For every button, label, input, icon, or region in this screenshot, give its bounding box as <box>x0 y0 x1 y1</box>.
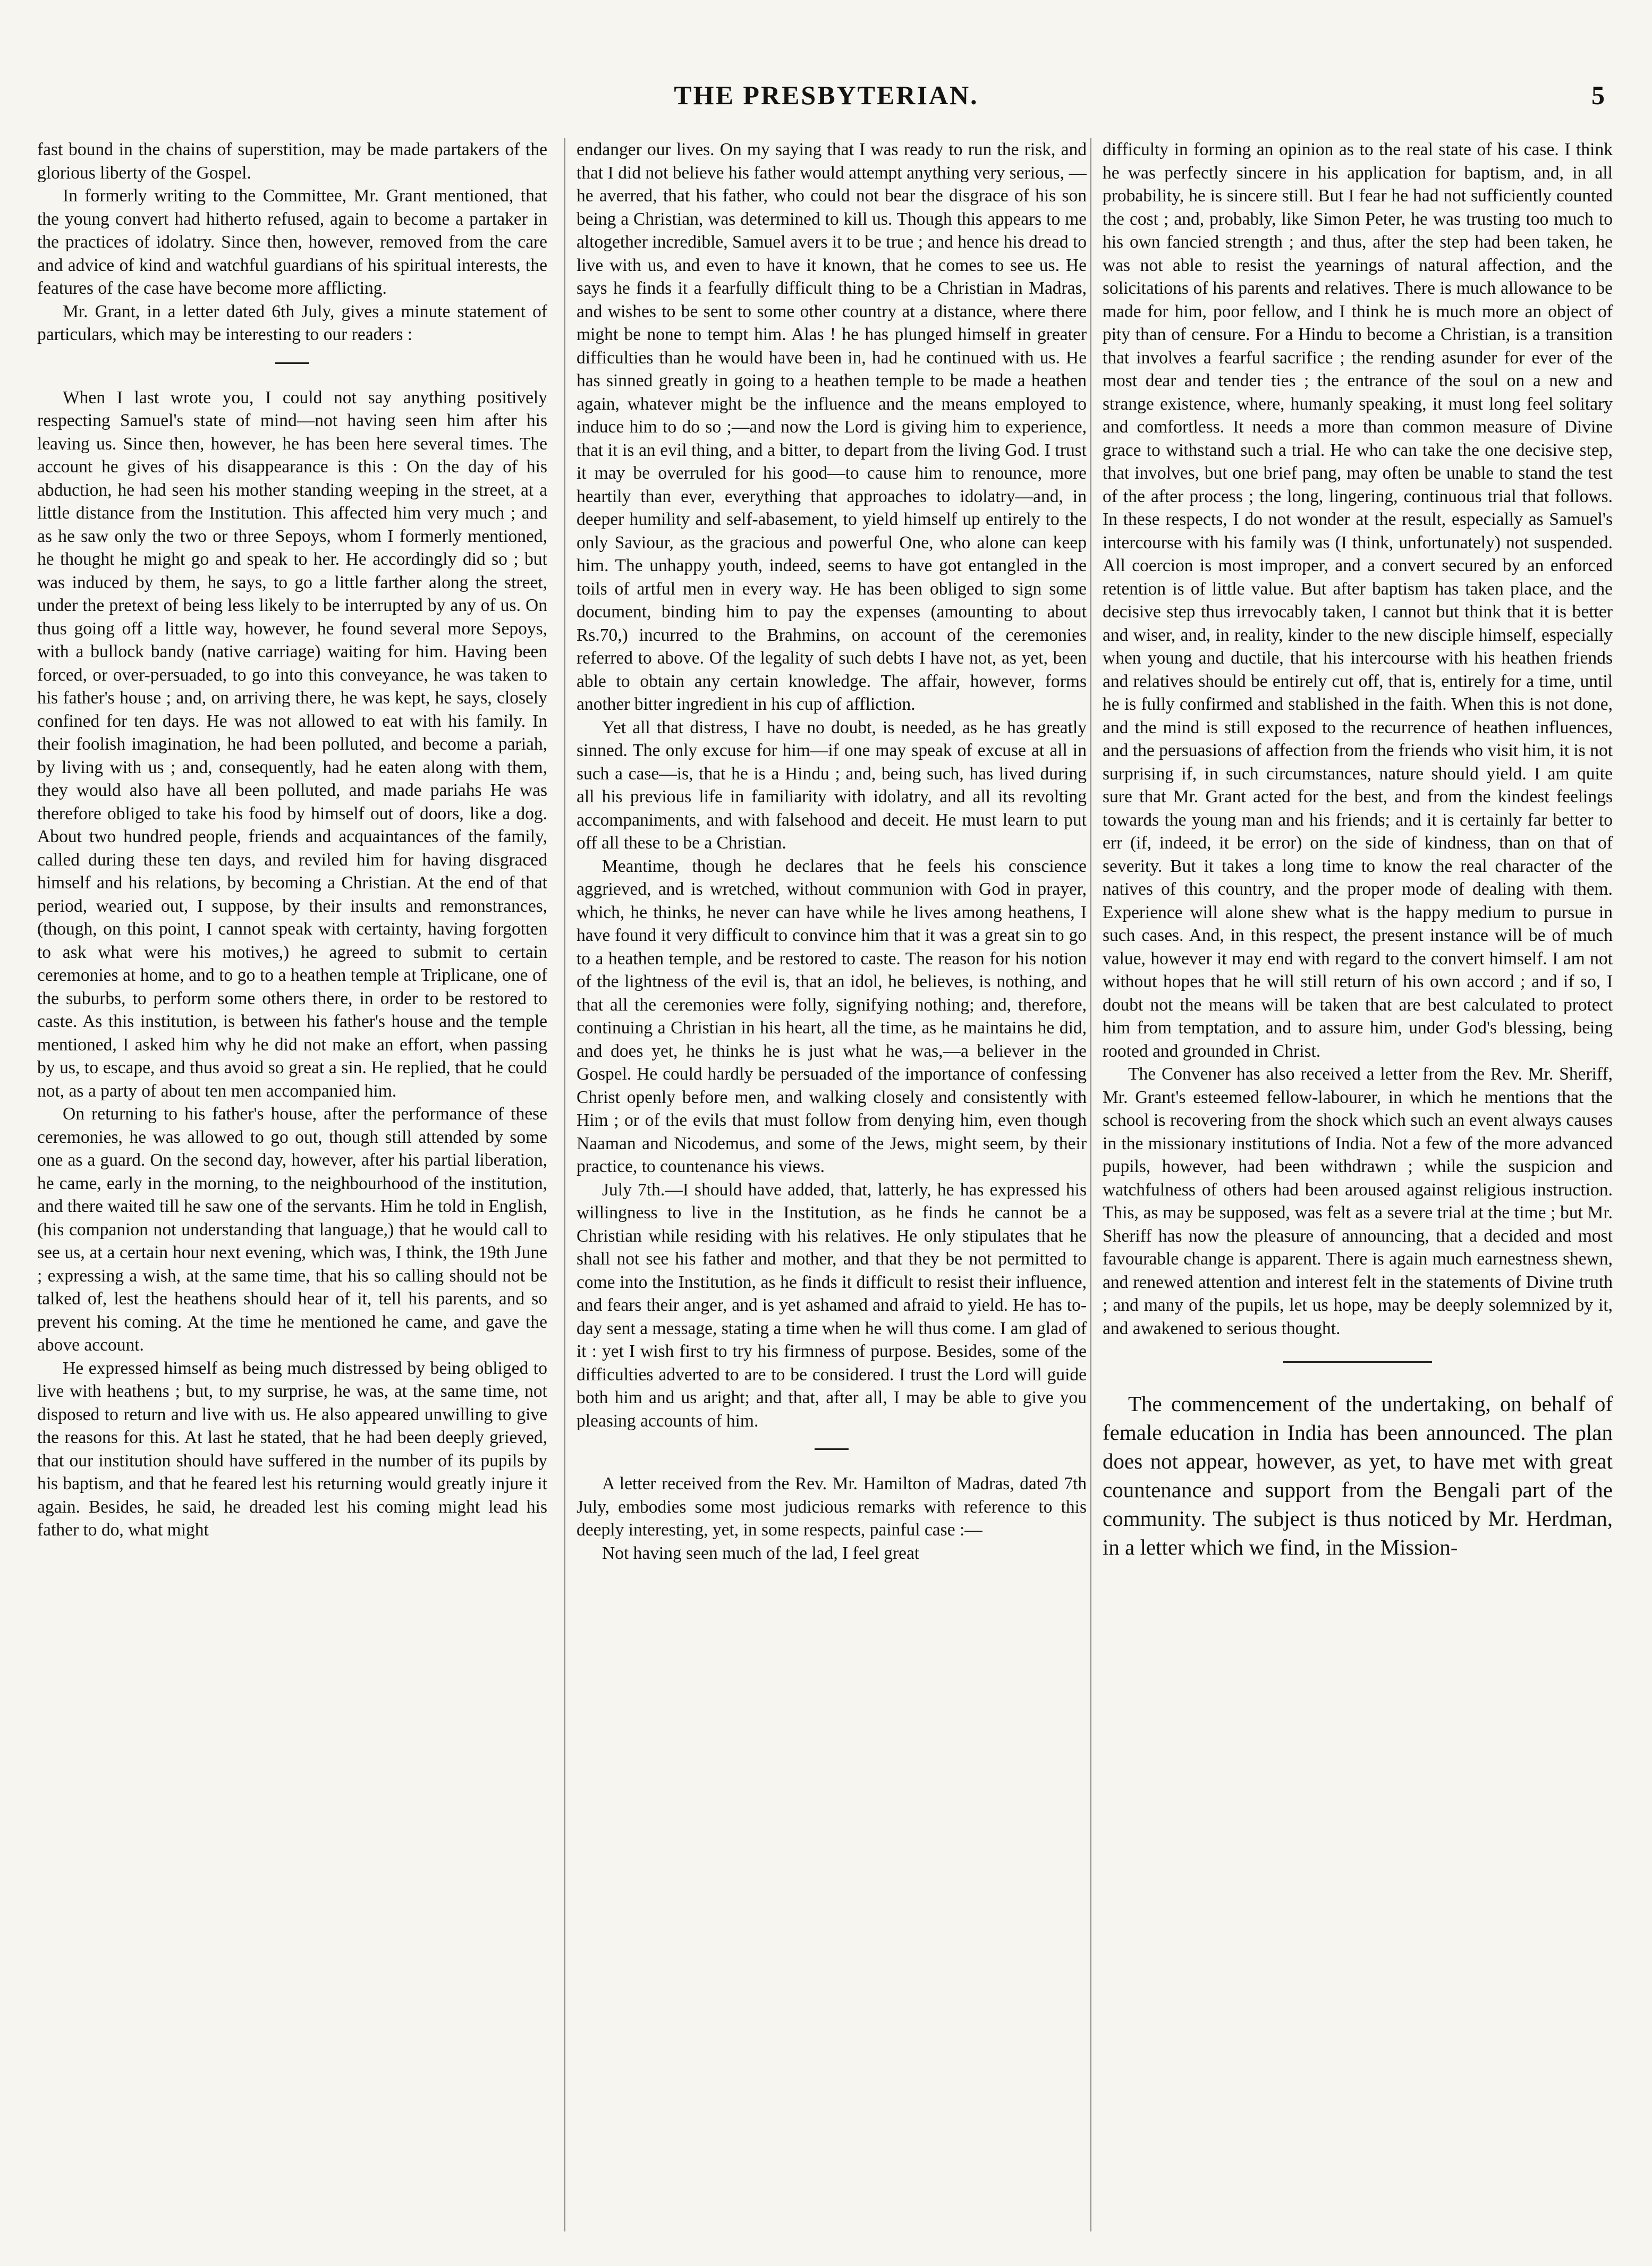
paragraph: In formerly writing to the Committee, Mr. Grant mentioned, that the young convert had hitherto refused, again to become a partaker in the practices of idolatry. Since then, however, removed from the care and advice of kind and watchful guardians of his spiritual interests, the features of the case have become more afflicting. <box>37 186 547 298</box>
column-divider <box>1090 138 1091 2231</box>
paragraph: Not having seen much of the lad, I feel great <box>602 1543 920 1563</box>
column-2 <box>577 138 1087 2242</box>
paragraph: Mr. Grant, in a letter dated 6th July, gives a minute statement of particulars, which may be interesting to our readers : <box>37 301 547 344</box>
section-rule <box>1283 1361 1432 1363</box>
paragraph: difficulty in forming an opinion as to the real state of his case. I think he was perfectly sincere in his application for baptism, and, in all probability, he is sincere still. But I fear he had not sufficiently counted the cost ; and, probably, like Simon Peter, he was trusting too much to his own fancied strength ; and thus, after the step had been taken, he was not able to resist the yearnings of natural affection, and the solicitations of his parents and relatives. There is much allowance to be made for him, poor fellow, and I think he is much more an object of pity than of censure. For a Hindu to become a Christian, is a transition that involves a fearful sacrifice ; the rending asunder for ever of the most dear and tender ties ; the entrance of the soul on a new and strange existence, where, humanly speaking, it must long feel solitary and comfortless. It needs a more than common measure of Divine grace to withstand such a trial. He who can take the one decisive step, that involves, but one brief pang, may often be unable to stand the test of the after process ; the long, lingering, continuous trial that follows. In these respects, I do not wonder at the result, especially as Samuel's intercourse with his family was (I think, unfortunately) not suspended. All coercion is most improper, and a convert secured by an enforced retention is of little value. But after baptism has taken place, and the decisive step thus irrevocably taken, I cannot but think that it is better and wiser, and, in reality, kinder to the new disciple himself, especially when young and ductile, that his intercourse with his heathen friends and relatives should be entirely cut off, that is, entirely for a time, until he is fully confirmed and stablished in the faith. When this is not done, and the mind is still exposed to the recurrence of heathen influences, and the persuasions of affection from the friends who visit him, it is not surprising if, in such circumstances, nature should yield. I am quite sure that Mr. Grant acted for the best, and from the kindest feelings towards the young man and his friends; and it is certainly far better to err (if, indeed, it be error) on the side of kindness, than on that of severity. But it takes a long time to know the real character of the natives of this country, and the proper mode of dealing with them. Experience will alone shew what is the happy medium to pursue in such cases. And, in this respect, the present instance will be of much value, however it may end with regard to the convert himself. I am not without hopes that he will still return of his own accord ; and if so, I doubt not the means will be taken that are best calculated to protect him from temptation, and to assure him, under God's blessing, being rooted and grounded in Christ. <box>1103 140 1613 1061</box>
paragraph: He expressed himself as being much distressed by being obliged to live with heathens ; but, to my surprise, he was, at the same time, not disposed to return and live with us. He also appeared unwilling to give the reasons for this. At last he stated, that he had been deeply grieved, that our institution should have suffered in the number of its pupils by his baptism, and that he feared lest his returning would greatly injure it again. Besides, he said, he dreaded lest his coming might lead his father to do, what might <box>37 1358 547 1540</box>
publication-title: THE PRESBYTERIAN. <box>674 80 979 110</box>
paragraph: Meantime, though he declares that he feels his conscience aggrieved, and is wretched, without communion with God in prayer, which, he thinks, he never can have while he lives among heathens, I have found it very difficult to convince him that it was a great sin to go to a heathen temple, and be restored to caste. The reason for his notion of the lightness of the evil is, that an idol, he believes, is nothing, and that all the ceremonies were folly, signifying nothing; and, therefore, continuing a Christian in his heart, all the time, as he maintains he did, and does yet, he thinks he is just what he was,—a believer in the Gospel. He could hardly be persuaded of the importance of confessing Christ openly before men, and walking closely and consistently with Him ; or of the evils that must follow from denying him, even though Naaman and Nicodemus, and some of the Jews, might seem, by their practice, to countenance his views. <box>577 856 1087 1176</box>
column-divider <box>564 138 565 2231</box>
page-header <box>48 80 1605 117</box>
paragraph: When I last wrote you, I could not say anything positively respecting Samuel's state of mind—not having seen him after his leaving us. Since then, however, he has been here several times. The account he gives of his disappearance is this : On the day of his abduction, he had seen his mother standing weeping in the street, at a little distance from the Institution. This affected him very much ; and as he saw only the two or three Sepoys, whom I formerly mentioned, he thought he might go and speak to her. He accordingly did so ; but was induced by them, he says, to go a little farther along the street, under the pretext of being less likely to be interrupted by any of us. On thus going off a little way, however, he found several more Sepoys, with a bullock bandy (native carriage) waiting for him. Having been forced, or over-persuaded, to go into this conveyance, he was taken to his father's house ; and, on arriving there, he was kept, he says, closely confined for ten days. He was not allowed to eat with his family. In their foolish imagination, he had been polluted, and become a pariah, by living with us ; and, consequently, had he eaten along with them, they would also have all been polluted, and made pariahs He was therefore obliged to take his food by himself out of doors, like a dog. About two hundred people, friends and acquaintances of the family, called during these ten days, and reviled him for having disgraced himself and his relations, by becoming a Christian. At the end of that period, wearied out, I suppose, by their insults and remonstrances, (though, on this point, I cannot speak with certainty, having forgotten to ask what were his motives,) he agreed to submit to certain ceremonies at home, and to go to a heathen temple at Triplicane, one of the suburbs, to perform some others there, in order to be restored to caste. As this institution, is between his father's house and the temple mentioned, I asked him why he did not make an effort, when passing by us, to escape, and thus avoid so great a sin. He replied, that he could not, as a party of about ten men accompanied him. <box>37 387 547 1101</box>
paragraph: On returning to his father's house, after the performance of these ceremonies, he was allowed to go out, though still attended by some one as a guard. On the second day, however, after his partial liberation, he came, early in the morning, to the neighbourhood of the institution, and there waited till he saw one of the servants. Him he told in English, (his companion not understanding that language,) that he would call to see us, at a certain hour next evening, which was, I think, the 19th June ; expressing a wish, at the same time, that his so calling should not be talked of, lest the heathens should hear of it, tell his parents, and so prevent his coming. At the time he mentioned he came, and gave the above account. <box>37 1104 547 1355</box>
paragraph: endanger our lives. On my saying that I was ready to run the risk, and that I did not believe his father would attempt anything very serious, —he averred, that his father, who could not bear the disgrace of his son being a Christian, was determined to kill us. Though this appears to me altogether incredible, Samuel avers it to be true ; and hence his dread to live with us, and even to have it known, that he comes to see us. He says he finds it a fearfully difficult thing to be a Christian in Madras, and wishes to be sent to some other country at a distance, where there might be none to tempt him. Alas ! he has plunged himself in greater difficulties than he would have been in, had he continued with us. He has sinned greatly in going to a heathen temple to be made a heathen again, whatever might be the influence and the means employed to induce him to do so ;—and now the Lord is giving him to experience, that it is an evil thing, and a bitter, to depart from the living God. I trust it may be overruled for his good—to cause him to renounce, more heartily than ever, everything that approaches to idolatry—and, in deeper humility and self-abasement, to yield himself up entirely to the only Saviour, as the gracious and powerful One, who alone can keep him. The unhappy youth, indeed, seems to have got entangled in the toils of artful men in every way. He has been obliged to sign some document, binding him to pay the expenses (amounting to about Rs.70,) incurred to the Brahmins, on account of the ceremonies referred to above. Of the legality of such debts I have not, as yet, been able to obtain any certain knowledge. The affair, however, forms another bitter ingredient in his cup of affliction. <box>577 140 1087 714</box>
paragraph: The Convener has also received a letter from the Rev. Mr. Sheriff, Mr. Grant's esteemed fellow-labourer, in which he mentions that the school is recovering from the shock which such an event always causes in the missionary institutions of India. Not a few of the more advanced pupils, however, had been withdrawn ; while the suspicion and watchfulness of others had been aroused against religious instruction. This, as may be supposed, was felt as a severe trial at the time ; but Mr. Sheriff has now the pleasure of announcing, that a decided and most favourable change is apparent. There is again much earnestness shewn, and renewed attention and interest felt in the statements of Divine truth ; and many of the pupils, let us hope, may be deeply solemnized by it, and awakened to serious thought. <box>1103 1064 1613 1338</box>
paragraph: The commencement of the undertaking, on behalf of female education in India has been announced. The plan does not appear, however, as yet, to have met with great countenance and support from the Bengali part of the community. The subject is thus noticed by Mr. Herdman, in a letter which we find, in the Mission- <box>1103 1391 1613 1559</box>
section-rule <box>815 1448 849 1450</box>
paragraph: fast bound in the chains of superstition, may be made partakers of the glorious liberty of the Gospel. <box>37 140 547 183</box>
paragraph: July 7th.—I should have added, that, latterly, he has expressed his willingness to live in the Institution, as he finds he cannot be a Christian while residing with his relatives. He only stipulates that he shall not see his father and mother, and that they be not permitted to come into the Institution, as he finds it difficult to resist their influence, and fears their anger, and is yet ashamed and afraid to yield. He has to-day sent a message, stating a time when he will thus come. I am glad of it : yet I wish first to try his firmness of purpose. Besides, some of the difficulties adverted to are to be considered. I trust the Lord will guide both him and us aright; and that, after all, I may be able to give you pleasing accounts of him. <box>577 1179 1087 1431</box>
paragraph: Yet all that distress, I have no doubt, is needed, as he has greatly sinned. The only excuse for him—if one may speak of excuse at all in such a case—is, that he is a Hindu ; and, being such, has lived during all his previous life in familiarity with idolatry, and all its revolting accompaniments, and with falsehood and deceit. He must learn to put off all these to be a Christian. <box>577 717 1087 853</box>
page-number: 5 <box>1591 80 1605 110</box>
paragraph: A letter received from the Rev. Mr. Hamilton of Madras, dated 7th July, embodies some most judicious remarks with reference to this deeply interesting, yet, in some respects, painful case :— <box>577 1474 1087 1540</box>
section-rule <box>275 362 309 364</box>
column-3 <box>1103 138 1613 2242</box>
column-1 <box>37 138 547 2242</box>
